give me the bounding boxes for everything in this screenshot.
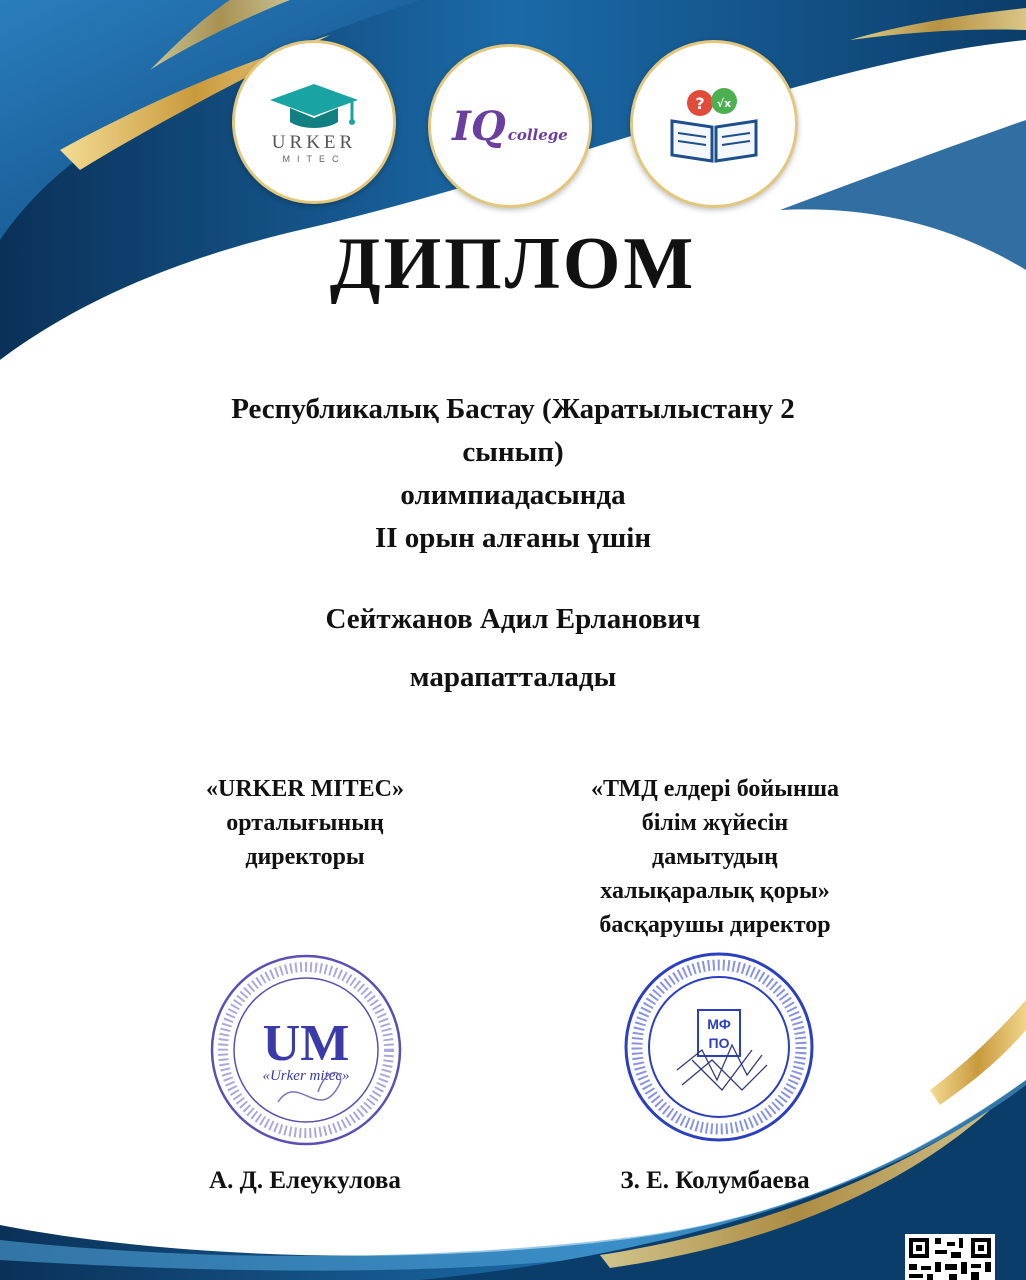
diploma-title: ДИПЛОМ (329, 223, 697, 305)
iq-logo-word: college (507, 125, 568, 144)
open-book-icon (666, 83, 762, 165)
left-signatory-org (150, 772, 460, 874)
iq-logo-letters: IQ (452, 102, 506, 150)
stamp-po-mark: ПО (708, 1035, 730, 1051)
graduation-cap-icon (266, 80, 362, 130)
right-signatory-name: З. Е. Колумбаева (620, 1167, 810, 1194)
award-line-1: Республикалық Бастау (Жаратылыстану 2 (231, 393, 795, 425)
right-org-line-4: халықаралық қоры» (600, 878, 830, 904)
qr-code (905, 1234, 995, 1280)
left-org-line-3: директоры (245, 844, 365, 870)
right-signatory-org (555, 772, 875, 942)
right-org-line-2: білім жүйесін (641, 810, 789, 836)
left-signatory-name: А. Д. Елеукулова (209, 1167, 401, 1194)
urker-mitec-stamp (208, 952, 404, 1148)
awarded-word: марапатталады (409, 661, 617, 693)
question-mark-icon: ? (695, 94, 705, 113)
right-org-line-5: басқарушы директор (599, 912, 831, 938)
left-org-line-1: «URKER MITEC» (205, 776, 404, 802)
urker-logo-sub: MITEC (282, 154, 346, 164)
award-line-4: II орын алғаны үшін (374, 522, 652, 554)
urker-mitec-logo (232, 40, 396, 204)
award-description (0, 388, 1026, 560)
sqrt-icon: √x (716, 97, 732, 110)
stamp-mf-mark: МФ (707, 1016, 731, 1032)
stamp-um-text: «Urker mitec» (262, 1068, 350, 1084)
award-line-2: сынып) (462, 436, 564, 468)
iq-college-logo (428, 44, 592, 208)
recipient-name: Сейтжанов Адил Ерланович (325, 603, 701, 635)
right-org-line-1: «ТМД елдері бойынша (590, 776, 840, 802)
stamp-um-mark: UM (262, 1015, 350, 1072)
right-org-line-3: дамытудың (652, 844, 778, 870)
fund-stamp (622, 950, 816, 1144)
left-org-line-2: орталығының (226, 810, 384, 836)
award-line-3: олимпиадасында (400, 479, 626, 511)
urker-logo-name: URKER (271, 132, 357, 153)
book-logo (630, 40, 798, 208)
